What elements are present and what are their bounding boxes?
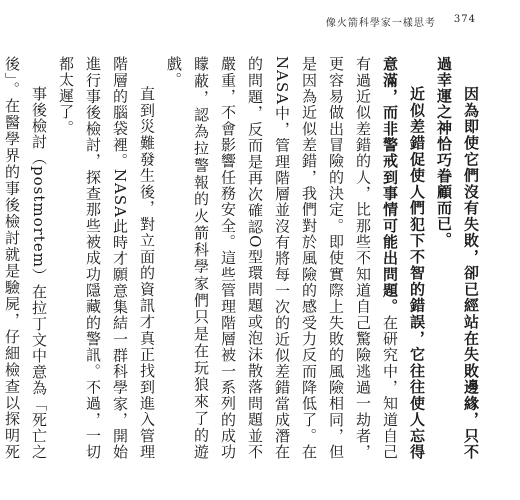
body-text — [3, 56, 484, 461]
paragraph-text: 直到災難發生後，對立面的資訊才真正找到進入管理階層的腦袋裡。NASA此時才願意集結一群科學家，開始進行事後檢討，探查那些被成功隱藏的警訊。不過，一切都太遲了。 — [57, 56, 156, 460]
paragraph-text: 事後檢討（postmortem）在拉丁文中意為「死亡之後」。在醫學界的事後檢討就是驗屍，仔細檢查以探明死 — [3, 56, 48, 460]
running-head — [326, 14, 476, 29]
paragraph-emphasis: 近似差錯促使人們犯下不智的錯誤，它往往使人忘得意滿，而非警戒到事情可能出問題。 — [381, 56, 426, 460]
paragraph — [160, 56, 430, 460]
paragraph-emphasis: 因為即使它們沒有失敗，卻已經站在失敗邊緣，只不過幸運之神恰巧眷顧而已。 — [435, 56, 480, 460]
page-number: 374 — [453, 14, 476, 25]
book-title: 像火箭科學家一樣思考 — [325, 18, 436, 29]
paragraph — [52, 56, 160, 460]
paragraph-text: 在研究中，知道自己有過近似差錯的人，比那些不知道自己驚險逃過一劫者，更容易做出冒險的決定。即使實際上失敗的風險相同，但是因為近似差錯，我們對於風險的感受力反而降低了。在NASA中，管理階層並沒有將每一次的近似差錯當成潛在的問題，反而是再次確認O型環問題或泡沫散落問題並不嚴重，不會影響任務安全。這些管理階層被一系列的成功矇蔽，認為拉警報的火箭科學家們只是在玩狼來了的遊戲。 — [165, 56, 399, 461]
paragraph — [0, 56, 52, 460]
paragraph — [430, 56, 484, 460]
